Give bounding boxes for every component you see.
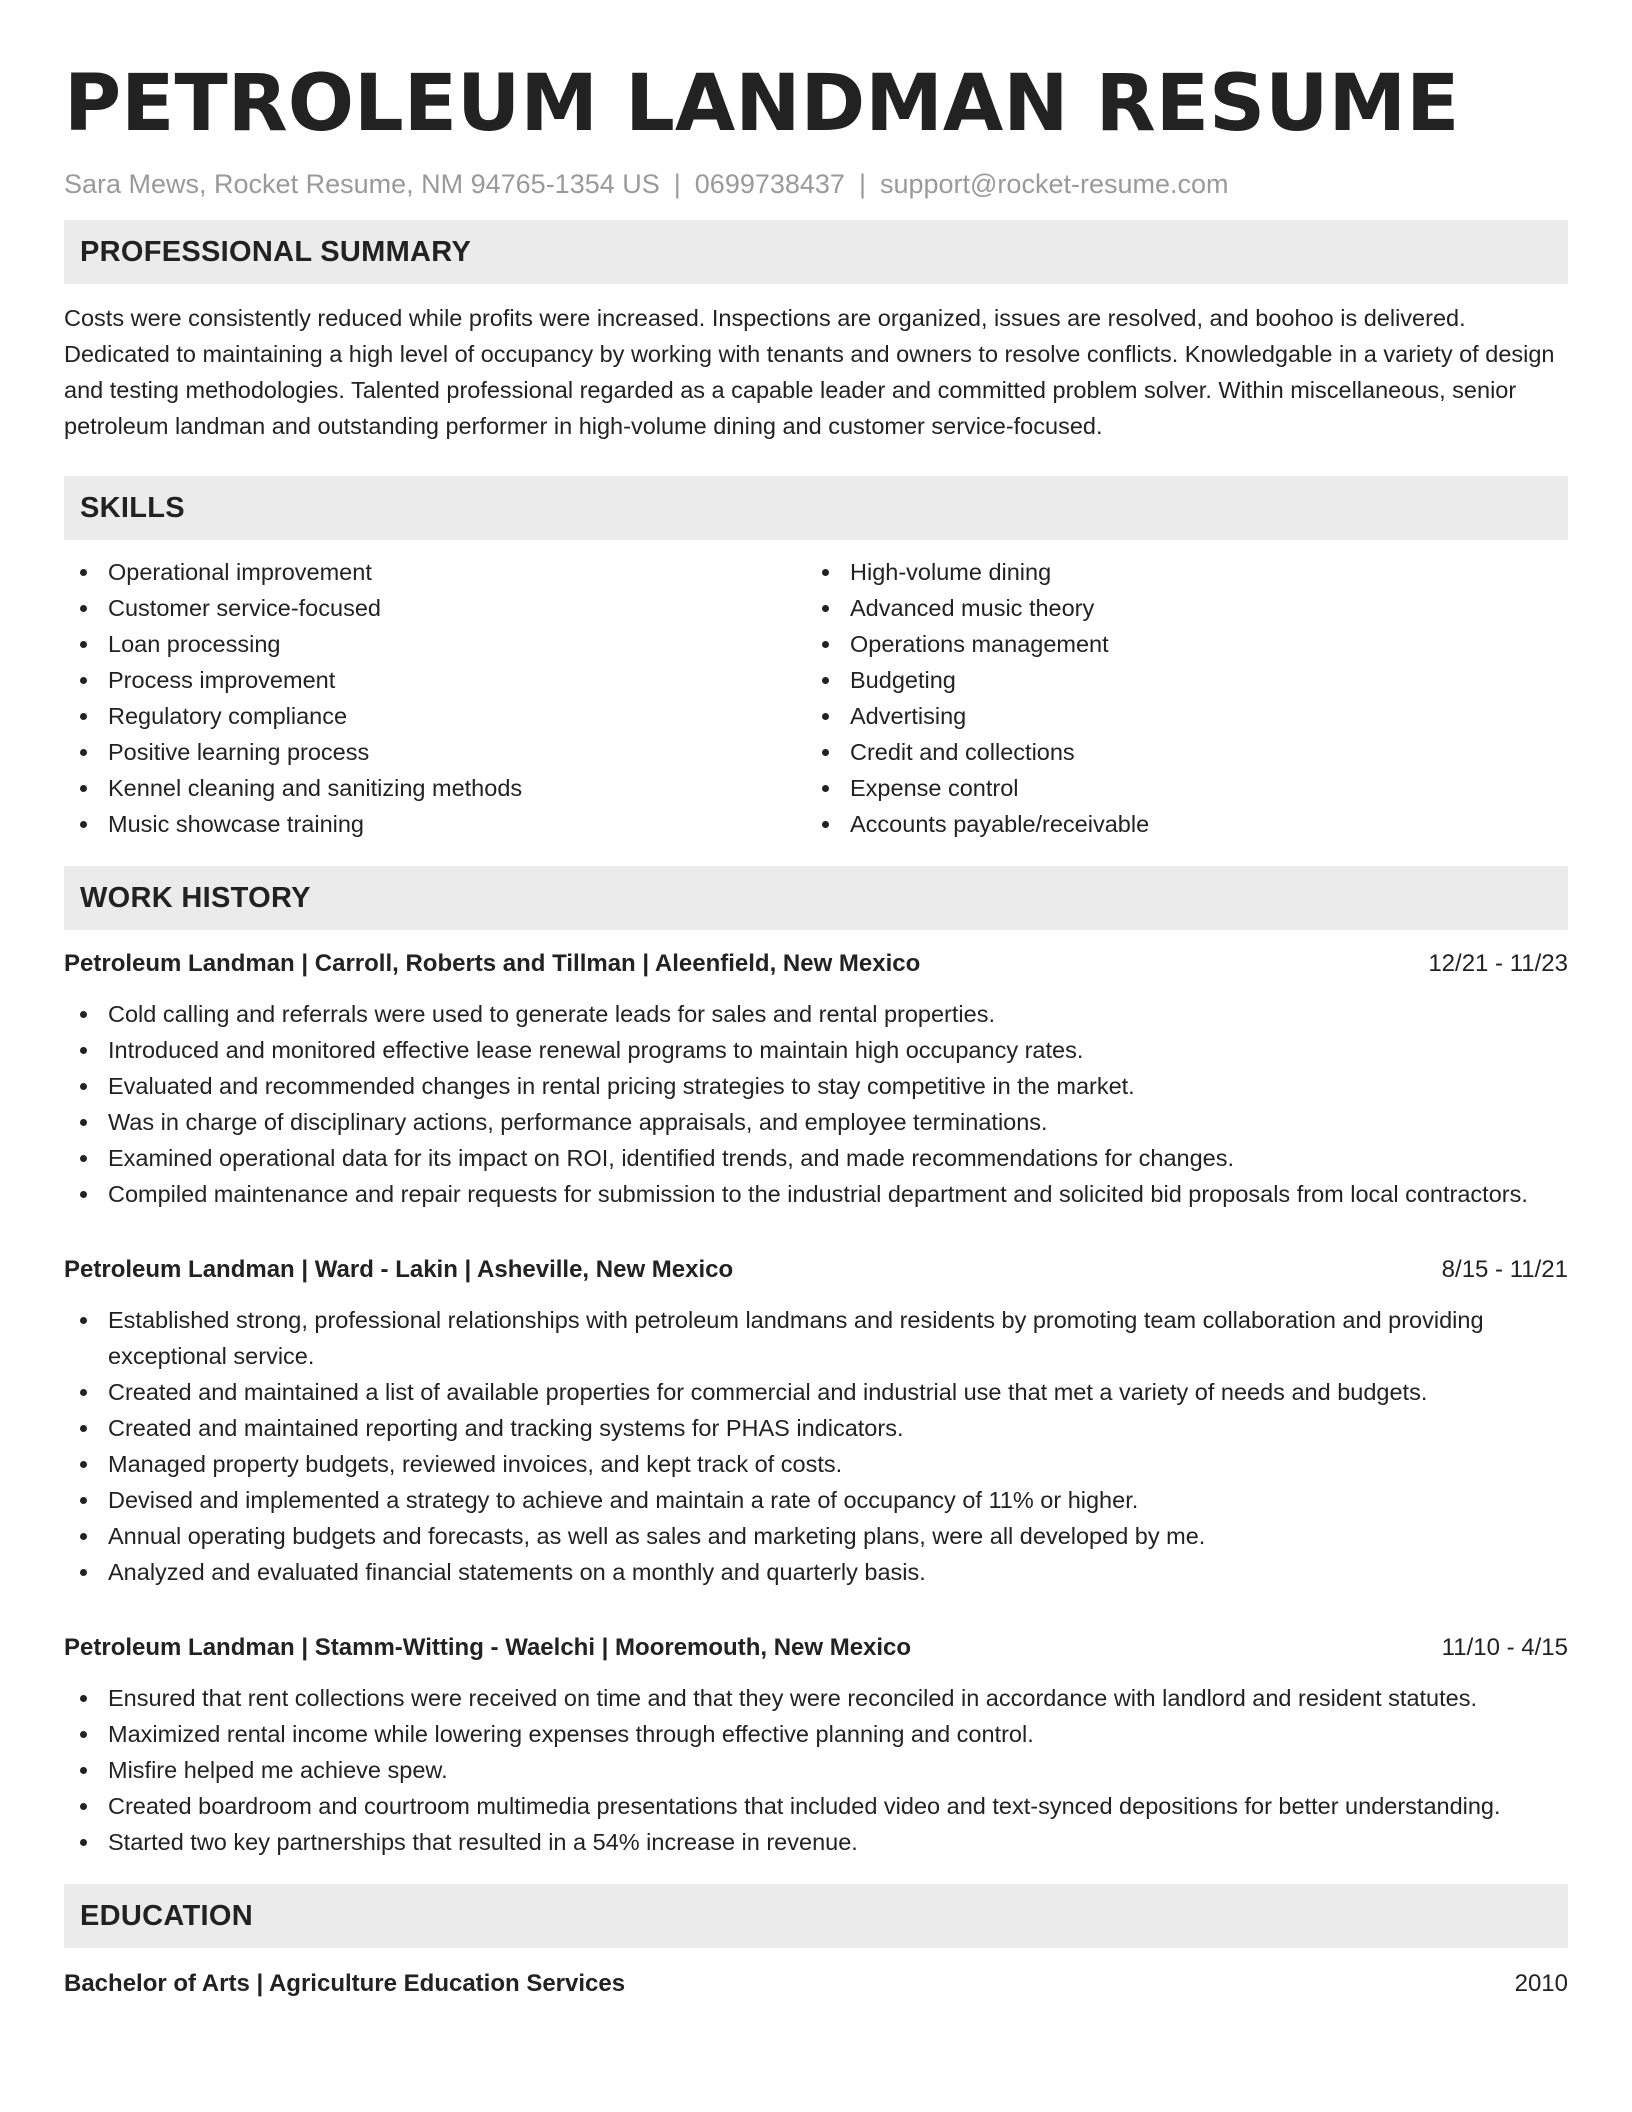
job-header <box>64 1252 1568 1302</box>
job-title: Petroleum Landman | Carroll, Roberts and Tillman | Aleenfield, New Mexico <box>64 950 921 977</box>
job-header <box>64 946 1568 996</box>
job-dates: 11/10 - 4/15 <box>1441 1634 1568 1661</box>
skill-item: Loan processing <box>64 626 806 662</box>
job-title: Petroleum Landman | Stamm-Witting - Waelchi | Mooremouth, New Mexico <box>64 1634 912 1661</box>
job-bullet: Established strong, professional relationships with petroleum landmans and residents by promoting team collaboration and providing exceptional service. <box>64 1302 1568 1374</box>
education-year: 2010 <box>1514 1970 1568 1997</box>
skill-item: Accounts payable/receivable <box>806 806 1548 842</box>
job-bullet: Ensured that rent collections were received on time and that they were reconciled in accordance with landlord and resident statutes. <box>64 1680 1568 1716</box>
contact-phone: 0699738437 <box>694 169 845 199</box>
job-bullet: Annual operating budgets and forecasts, as well as sales and marketing plans, were all developed by me. <box>64 1518 1568 1554</box>
skill-item: Process improvement <box>64 662 806 698</box>
job-bullets <box>64 1302 1568 1614</box>
job-bullet: Maximized rental income while lowering expenses through effective planning and control. <box>64 1716 1568 1752</box>
job-bullet: Evaluated and recommended changes in rental pricing strategies to stay competitive in the market. <box>64 1068 1568 1104</box>
job-bullet: Created and maintained a list of available properties for commercial and industrial use that met a variety of needs and budgets. <box>64 1374 1568 1410</box>
job-bullet: Started two key partnerships that resulted in a 54% increase in revenue. <box>64 1824 1568 1860</box>
education-heading: EDUCATION <box>64 1884 1568 1948</box>
skill-item: Kennel cleaning and sanitizing methods <box>64 770 806 806</box>
job-entry <box>64 930 1568 1236</box>
job-bullet: Compiled maintenance and repair requests for submission to the industrial department and solicited bid proposals from local contractors. <box>64 1176 1568 1212</box>
resume-title: PETROLEUM LANDMAN RESUME <box>64 59 1460 149</box>
skill-item: High-volume dining <box>806 554 1548 590</box>
job-bullet: Introduced and monitored effective lease renewal programs to maintain high occupancy rates. <box>64 1032 1568 1068</box>
skills-list <box>64 540 1568 866</box>
job-bullet: Created and maintained reporting and tracking systems for PHAS indicators. <box>64 1410 1568 1446</box>
contact-separator: | <box>858 169 866 199</box>
job-bullets <box>64 1680 1568 1884</box>
skill-item: Customer service-focused <box>64 590 806 626</box>
contact-address: Sara Mews, Rocket Resume, NM 94765-1354 US <box>64 169 660 199</box>
skill-item: Operations management <box>806 626 1548 662</box>
job-bullet: Created boardroom and courtroom multimedia presentations that included video and text-synced depositions for better understanding. <box>64 1788 1568 1824</box>
skills-column-left <box>64 554 806 842</box>
skill-item: Regulatory compliance <box>64 698 806 734</box>
contact-email: support@rocket-resume.com <box>879 169 1229 199</box>
skill-item: Music showcase training <box>64 806 806 842</box>
skill-item: Positive learning process <box>64 734 806 770</box>
job-entry <box>64 1236 1568 1614</box>
job-bullet: Examined operational data for its impact on ROI, identified trends, and made recommendations for changes. <box>64 1140 1568 1176</box>
job-entry <box>64 1614 1568 1884</box>
skills-heading: SKILLS <box>64 476 1568 540</box>
skill-item: Credit and collections <box>806 734 1548 770</box>
job-dates: 8/15 - 11/21 <box>1441 1256 1568 1283</box>
summary-text: Costs were consistently reduced while profits were increased. Inspections are organized, issues are resolved, and boohoo is delivered. Dedicated to maintaining a high level of occupancy by working with tenants and owners to resolve conflicts. Knowledgable in a variety of design and testing methodologies. Talented professional regarded as a capable leader and committed problem solver. Within miscellaneous, senior petroleum landman and outstanding performer in high-volume dining and customer service-focused. <box>64 305 1555 439</box>
skill-item: Operational improvement <box>64 554 806 590</box>
job-header <box>64 1630 1568 1680</box>
skill-item: Expense control <box>806 770 1548 806</box>
work-history-heading: WORK HISTORY <box>64 866 1568 930</box>
job-bullet: Devised and implemented a strategy to achieve and maintain a rate of occupancy of 11% or higher. <box>64 1482 1568 1518</box>
job-bullet: Cold calling and referrals were used to generate leads for sales and rental properties. <box>64 996 1568 1032</box>
skill-item: Advanced music theory <box>806 590 1548 626</box>
job-bullets <box>64 996 1568 1236</box>
education-degree: Bachelor of Arts | Agriculture Education Services <box>64 1970 626 1997</box>
job-bullet: Was in charge of disciplinary actions, performance appraisals, and employee terminations. <box>64 1104 1568 1140</box>
job-title: Petroleum Landman | Ward - Lakin | Asheville, New Mexico <box>64 1256 734 1283</box>
summary-heading: PROFESSIONAL SUMMARY <box>64 220 1568 284</box>
skills-column-right <box>806 554 1548 842</box>
job-bullet: Analyzed and evaluated financial statements on a monthly and quarterly basis. <box>64 1554 1568 1590</box>
contact-line <box>64 150 1568 220</box>
skill-item: Advertising <box>806 698 1548 734</box>
education-entry <box>64 1948 1568 2002</box>
job-bullet: Misfire helped me achieve spew. <box>64 1752 1568 1788</box>
job-bullet: Managed property budgets, reviewed invoices, and kept track of costs. <box>64 1446 1568 1482</box>
skill-item: Budgeting <box>806 662 1548 698</box>
job-dates: 12/21 - 11/23 <box>1428 950 1568 977</box>
contact-separator: | <box>673 169 681 199</box>
